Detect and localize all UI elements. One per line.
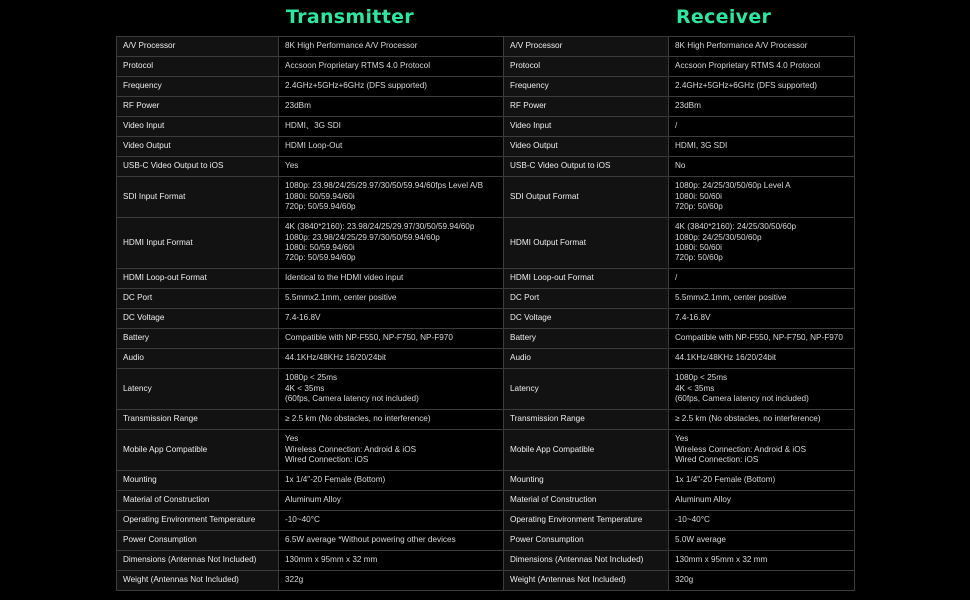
spec-row <box>117 37 504 57</box>
spec-value: 322g <box>279 571 504 591</box>
spec-row <box>117 177 504 218</box>
spec-value: 5.5mmx2.1mm, center positive <box>669 289 855 309</box>
spec-value: 4K (3840*2160): 24/25/30/50/60p 1080p: 24/25/30/50/60p 1080i: 50/60i 720p: 50/60p <box>669 218 855 269</box>
spec-row <box>117 329 504 349</box>
spec-label: Latency <box>504 369 669 410</box>
spec-value: HDMI, 3G SDI <box>669 137 855 157</box>
spec-value: 44.1KHz/48KHz 16/20/24bit <box>669 349 855 369</box>
spec-row <box>504 491 855 511</box>
spec-row <box>117 430 504 471</box>
spec-label: Material of Construction <box>117 491 279 511</box>
spec-label: A/V Processor <box>504 37 669 57</box>
spec-value: Compatible with NP-F550, NP-F750, NP-F970 <box>279 329 504 349</box>
spec-label: HDMI Input Format <box>117 218 279 269</box>
spec-label: Frequency <box>117 77 279 97</box>
spec-row <box>504 430 855 471</box>
spec-label: Power Consumption <box>117 531 279 551</box>
spec-row <box>117 551 504 571</box>
spec-label: Weight (Antennas Not Included) <box>117 571 279 591</box>
spec-label: Video Input <box>504 117 669 137</box>
spec-row <box>117 157 504 177</box>
spec-label: Transmission Range <box>504 410 669 430</box>
spec-value: 1080p: 23.98/24/25/29.97/30/50/59.94/60fps Level A/B 1080i: 50/59.94/60i 720p: 50/59.94/60p <box>279 177 504 218</box>
spec-value: 5.5mmx2.1mm, center positive <box>279 289 504 309</box>
spec-value: Compatible with NP-F550, NP-F750, NP-F970 <box>669 329 855 349</box>
spec-row <box>504 571 855 591</box>
spec-value: ≥ 2.5 km (No obstacles, no interference) <box>279 410 504 430</box>
transmitter-spec-table <box>116 36 504 591</box>
spec-row <box>504 511 855 531</box>
spec-label: Dimensions (Antennas Not Included) <box>117 551 279 571</box>
spec-value: HDMI Loop-Out <box>279 137 504 157</box>
spec-row <box>117 117 504 137</box>
spec-row <box>117 471 504 491</box>
spec-value: ≥ 2.5 km (No obstacles, no interference) <box>669 410 855 430</box>
spec-label: Video Input <box>117 117 279 137</box>
spec-value: 5.0W average <box>669 531 855 551</box>
spec-value: 320g <box>669 571 855 591</box>
spec-row <box>504 37 855 57</box>
spec-label: HDMI Loop-out Format <box>504 269 669 289</box>
spec-row <box>117 57 504 77</box>
spec-value: Aluminum Alloy <box>669 491 855 511</box>
spec-row <box>504 309 855 329</box>
spec-label: USB-C Video Output to iOS <box>504 157 669 177</box>
spec-row <box>504 349 855 369</box>
spec-row <box>504 269 855 289</box>
spec-row <box>504 471 855 491</box>
spec-label: DC Voltage <box>504 309 669 329</box>
spec-label: DC Port <box>117 289 279 309</box>
spec-row <box>504 57 855 77</box>
spec-label: USB-C Video Output to iOS <box>117 157 279 177</box>
spec-row <box>117 491 504 511</box>
spec-row <box>117 349 504 369</box>
spec-value: 130mm x 95mm x 32 mm <box>669 551 855 571</box>
spec-value: 44.1KHz/48KHz 16/20/24bit <box>279 349 504 369</box>
spec-row <box>117 511 504 531</box>
spec-value: 6.5W average *Without powering other devices <box>279 531 504 551</box>
spec-row <box>504 137 855 157</box>
spec-value: -10~40°C <box>669 511 855 531</box>
spec-label: Power Consumption <box>504 531 669 551</box>
spec-row <box>117 269 504 289</box>
spec-label: Mounting <box>117 471 279 491</box>
spec-row <box>117 97 504 117</box>
spec-value: 8K High Performance A/V Processor <box>279 37 504 57</box>
spec-label: Frequency <box>504 77 669 97</box>
spec-label: Protocol <box>117 57 279 77</box>
spec-label: Audio <box>504 349 669 369</box>
spec-row <box>504 77 855 97</box>
spec-label: DC Voltage <box>117 309 279 329</box>
spec-value: 4K (3840*2160): 23.98/24/25/29.97/30/50/59.94/60p 1080p: 23.98/24/25/29.97/30/50/59.94/60p 1080i: 50/59.94/60i 720p: 50/59.94/60p <box>279 218 504 269</box>
spec-value: 2.4GHz+5GHz+6GHz (DFS supported) <box>669 77 855 97</box>
spec-value: 1080p < 25ms 4K < 35ms (60fps, Camera latency not included) <box>669 369 855 410</box>
spec-row <box>504 177 855 218</box>
spec-value: 130mm x 95mm x 32 mm <box>279 551 504 571</box>
spec-row <box>117 571 504 591</box>
spec-row <box>504 410 855 430</box>
spec-label: RF Power <box>117 97 279 117</box>
spec-value: Yes Wireless Connection: Android & iOS Wired Connection: iOS <box>669 430 855 471</box>
spec-value: Yes Wireless Connection: Android & iOS Wired Connection: iOS <box>279 430 504 471</box>
spec-row <box>117 531 504 551</box>
spec-label: Protocol <box>504 57 669 77</box>
spec-label: Battery <box>504 329 669 349</box>
spec-row <box>504 97 855 117</box>
spec-row <box>117 410 504 430</box>
spec-value: HDMI、3G SDI <box>279 117 504 137</box>
spec-value: Accsoon Proprietary RTMS 4.0 Protocol <box>669 57 855 77</box>
spec-value: No <box>669 157 855 177</box>
receiver-spec-table <box>503 36 855 591</box>
transmitter-spec-rows <box>117 37 504 591</box>
spec-label: Mobile App Compatible <box>117 430 279 471</box>
spec-label: Dimensions (Antennas Not Included) <box>504 551 669 571</box>
spec-row <box>117 77 504 97</box>
spec-value: / <box>669 269 855 289</box>
spec-value: Yes <box>279 157 504 177</box>
spec-row <box>504 157 855 177</box>
spec-label: Latency <box>117 369 279 410</box>
spec-row <box>117 137 504 157</box>
spec-row <box>117 289 504 309</box>
spec-row <box>504 369 855 410</box>
spec-value: 2.4GHz+5GHz+6GHz (DFS supported) <box>279 77 504 97</box>
spec-label: Mobile App Compatible <box>504 430 669 471</box>
receiver-heading: Receiver <box>676 6 772 28</box>
spec-value: Accsoon Proprietary RTMS 4.0 Protocol <box>279 57 504 77</box>
spec-value: / <box>669 117 855 137</box>
spec-value: Identical to the HDMI video input <box>279 269 504 289</box>
spec-value: 1080p < 25ms 4K < 35ms (60fps, Camera latency not included) <box>279 369 504 410</box>
spec-row <box>504 289 855 309</box>
spec-label: Video Output <box>504 137 669 157</box>
spec-row <box>504 531 855 551</box>
spec-row <box>117 309 504 329</box>
spec-label: SDI Input Format <box>117 177 279 218</box>
spec-value: -10~40°C <box>279 511 504 531</box>
spec-value: Aluminum Alloy <box>279 491 504 511</box>
spec-row <box>504 329 855 349</box>
spec-label: Weight (Antennas Not Included) <box>504 571 669 591</box>
spec-label: Mounting <box>504 471 669 491</box>
spec-value: 1x 1/4"-20 Female (Bottom) <box>279 471 504 491</box>
spec-label: Battery <box>117 329 279 349</box>
spec-row <box>504 551 855 571</box>
spec-value: 1x 1/4"-20 Female (Bottom) <box>669 471 855 491</box>
spec-label: SDI Output Format <box>504 177 669 218</box>
spec-row <box>117 218 504 269</box>
spec-label: Operating Environment Temperature <box>504 511 669 531</box>
spec-label: DC Port <box>504 289 669 309</box>
spec-value: 23dBm <box>669 97 855 117</box>
spec-value: 23dBm <box>279 97 504 117</box>
spec-label: A/V Processor <box>117 37 279 57</box>
spec-label: RF Power <box>504 97 669 117</box>
spec-value: 7.4-16.8V <box>279 309 504 329</box>
spec-row <box>504 218 855 269</box>
spec-row <box>117 369 504 410</box>
spec-value: 1080p: 24/25/30/50/60p Level A 1080i: 50/60i 720p: 50/60p <box>669 177 855 218</box>
spec-value: 8K High Performance A/V Processor <box>669 37 855 57</box>
transmitter-heading: Transmitter <box>286 6 414 28</box>
receiver-spec-rows <box>504 37 855 591</box>
spec-label: Operating Environment Temperature <box>117 511 279 531</box>
spec-row <box>504 117 855 137</box>
spec-value: 7.4-16.8V <box>669 309 855 329</box>
spec-label: Video Output <box>117 137 279 157</box>
spec-label: HDMI Output Format <box>504 218 669 269</box>
spec-label: Transmission Range <box>117 410 279 430</box>
spec-label: Audio <box>117 349 279 369</box>
spec-label: HDMI Loop-out Format <box>117 269 279 289</box>
spec-label: Material of Construction <box>504 491 669 511</box>
